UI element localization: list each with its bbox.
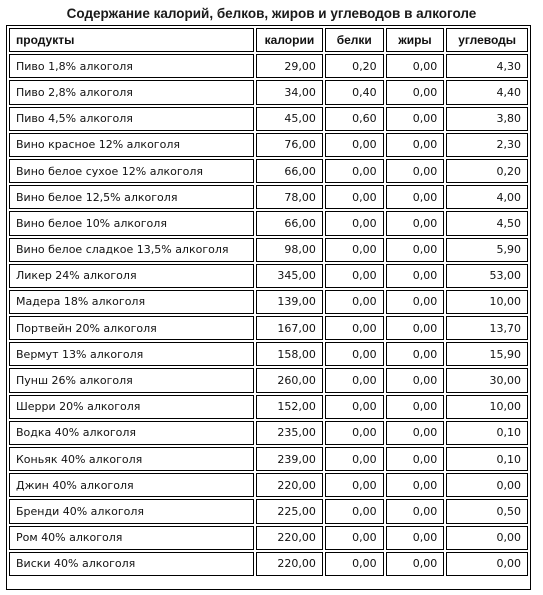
cell-fats: 0,00 xyxy=(386,185,445,209)
cell-calories: 34,00 xyxy=(256,80,323,104)
cell-fats: 0,00 xyxy=(386,499,445,523)
cell-carbohydrates: 2,30 xyxy=(446,133,528,157)
nutrition-table-frame xyxy=(6,25,531,590)
cell-product-name: Вермут 13% алкоголя xyxy=(9,342,254,366)
cell-product-name: Ром 40% алкоголя xyxy=(9,526,254,550)
cell-proteins: 0,00 xyxy=(325,211,384,235)
cell-carbohydrates: 0,20 xyxy=(446,159,528,183)
cell-fats: 0,00 xyxy=(386,290,445,314)
cell-carbohydrates: 10,00 xyxy=(446,395,528,419)
cell-calories: 152,00 xyxy=(256,395,323,419)
cell-fats: 0,00 xyxy=(386,395,445,419)
table-row xyxy=(9,290,528,314)
cell-product-name: Бренди 40% алкоголя xyxy=(9,499,254,523)
cell-fats: 0,00 xyxy=(386,54,445,78)
cell-carbohydrates: 10,00 xyxy=(446,290,528,314)
table-row xyxy=(9,133,528,157)
table-body xyxy=(9,54,528,576)
cell-product-name: Виски 40% алкоголя xyxy=(9,552,254,576)
cell-product-name: Вино белое сладкое 13,5% алкоголя xyxy=(9,238,254,262)
cell-proteins: 0,00 xyxy=(325,526,384,550)
cell-calories: 220,00 xyxy=(256,473,323,497)
cell-fats: 0,00 xyxy=(386,368,445,392)
cell-proteins: 0,60 xyxy=(325,107,384,131)
cell-fats: 0,00 xyxy=(386,159,445,183)
cell-carbohydrates: 0,10 xyxy=(446,421,528,445)
cell-carbohydrates: 0,00 xyxy=(446,473,528,497)
cell-product-name: Коньяк 40% алкоголя xyxy=(9,447,254,471)
cell-fats: 0,00 xyxy=(386,133,445,157)
column-header-fats: жиры xyxy=(386,28,445,52)
cell-calories: 220,00 xyxy=(256,552,323,576)
cell-carbohydrates: 30,00 xyxy=(446,368,528,392)
cell-carbohydrates: 15,90 xyxy=(446,342,528,366)
cell-calories: 45,00 xyxy=(256,107,323,131)
cell-calories: 98,00 xyxy=(256,238,323,262)
cell-carbohydrates: 0,10 xyxy=(446,447,528,471)
table-row xyxy=(9,264,528,288)
cell-product-name: Пиво 4,5% алкоголя xyxy=(9,107,254,131)
cell-calories: 29,00 xyxy=(256,54,323,78)
cell-calories: 220,00 xyxy=(256,526,323,550)
cell-carbohydrates: 4,40 xyxy=(446,80,528,104)
table-row xyxy=(9,54,528,78)
cell-carbohydrates: 4,50 xyxy=(446,211,528,235)
cell-carbohydrates: 53,00 xyxy=(446,264,528,288)
table-row xyxy=(9,395,528,419)
table-header-row xyxy=(9,28,528,52)
table-row xyxy=(9,107,528,131)
table-row xyxy=(9,552,528,576)
cell-calories: 76,00 xyxy=(256,133,323,157)
cell-carbohydrates: 0,00 xyxy=(446,526,528,550)
cell-proteins: 0,00 xyxy=(325,499,384,523)
column-header-proteins: белки xyxy=(325,28,384,52)
cell-product-name: Вино белое 10% алкоголя xyxy=(9,211,254,235)
cell-carbohydrates: 0,00 xyxy=(446,552,528,576)
column-header-carbohydrates: углеводы xyxy=(446,28,528,52)
cell-calories: 66,00 xyxy=(256,211,323,235)
cell-calories: 78,00 xyxy=(256,185,323,209)
cell-proteins: 0,00 xyxy=(325,238,384,262)
cell-proteins: 0,00 xyxy=(325,368,384,392)
cell-product-name: Ликер 24% алкоголя xyxy=(9,264,254,288)
table-row xyxy=(9,211,528,235)
cell-calories: 167,00 xyxy=(256,316,323,340)
cell-fats: 0,00 xyxy=(386,211,445,235)
cell-fats: 0,00 xyxy=(386,552,445,576)
cell-carbohydrates: 0,50 xyxy=(446,499,528,523)
cell-calories: 158,00 xyxy=(256,342,323,366)
cell-calories: 260,00 xyxy=(256,368,323,392)
cell-carbohydrates: 3,80 xyxy=(446,107,528,131)
cell-calories: 225,00 xyxy=(256,499,323,523)
cell-product-name: Джин 40% алкоголя xyxy=(9,473,254,497)
table-row xyxy=(9,238,528,262)
table-row xyxy=(9,526,528,550)
cell-proteins: 0,00 xyxy=(325,342,384,366)
column-header-products: продукты xyxy=(9,28,254,52)
cell-fats: 0,00 xyxy=(386,316,445,340)
cell-product-name: Вино красное 12% алкоголя xyxy=(9,133,254,157)
cell-proteins: 0,00 xyxy=(325,185,384,209)
cell-fats: 0,00 xyxy=(386,447,445,471)
cell-product-name: Пиво 1,8% алкоголя xyxy=(9,54,254,78)
cell-product-name: Вино белое сухое 12% алкоголя xyxy=(9,159,254,183)
table-row xyxy=(9,421,528,445)
cell-proteins: 0,00 xyxy=(325,552,384,576)
cell-fats: 0,00 xyxy=(386,342,445,366)
cell-fats: 0,00 xyxy=(386,107,445,131)
cell-product-name: Пунш 26% алкоголя xyxy=(9,368,254,392)
cell-product-name: Водка 40% алкоголя xyxy=(9,421,254,445)
table-row xyxy=(9,368,528,392)
cell-fats: 0,00 xyxy=(386,526,445,550)
cell-proteins: 0,00 xyxy=(325,421,384,445)
cell-proteins: 0,20 xyxy=(325,54,384,78)
table-row xyxy=(9,342,528,366)
table-row xyxy=(9,185,528,209)
cell-proteins: 0,00 xyxy=(325,159,384,183)
cell-fats: 0,00 xyxy=(386,264,445,288)
table-row xyxy=(9,80,528,104)
cell-carbohydrates: 5,90 xyxy=(446,238,528,262)
cell-proteins: 0,40 xyxy=(325,80,384,104)
cell-proteins: 0,00 xyxy=(325,264,384,288)
cell-product-name: Шерри 20% алкоголя xyxy=(9,395,254,419)
cell-calories: 239,00 xyxy=(256,447,323,471)
cell-carbohydrates: 13,70 xyxy=(446,316,528,340)
page-title: Содержание калорий, белков, жиров и углеводов в алкоголе xyxy=(66,6,477,21)
cell-calories: 345,00 xyxy=(256,264,323,288)
cell-fats: 0,00 xyxy=(386,238,445,262)
cell-fats: 0,00 xyxy=(386,421,445,445)
column-header-calories: калории xyxy=(256,28,323,52)
cell-carbohydrates: 4,00 xyxy=(446,185,528,209)
cell-fats: 0,00 xyxy=(386,80,445,104)
cell-product-name: Мадера 18% алкоголя xyxy=(9,290,254,314)
cell-proteins: 0,00 xyxy=(325,473,384,497)
cell-calories: 139,00 xyxy=(256,290,323,314)
cell-product-name: Портвейн 20% алкоголя xyxy=(9,316,254,340)
cell-proteins: 0,00 xyxy=(325,316,384,340)
cell-carbohydrates: 4,30 xyxy=(446,54,528,78)
cell-proteins: 0,00 xyxy=(325,290,384,314)
table-row xyxy=(9,473,528,497)
cell-fats: 0,00 xyxy=(386,473,445,497)
table-row xyxy=(9,159,528,183)
cell-proteins: 0,00 xyxy=(325,133,384,157)
cell-calories: 66,00 xyxy=(256,159,323,183)
cell-calories: 235,00 xyxy=(256,421,323,445)
nutrition-table xyxy=(7,26,530,578)
cell-product-name: Вино белое 12,5% алкоголя xyxy=(9,185,254,209)
cell-product-name: Пиво 2,8% алкоголя xyxy=(9,80,254,104)
cell-proteins: 0,00 xyxy=(325,395,384,419)
table-row xyxy=(9,316,528,340)
cell-proteins: 0,00 xyxy=(325,447,384,471)
table-row xyxy=(9,447,528,471)
table-row xyxy=(9,499,528,523)
